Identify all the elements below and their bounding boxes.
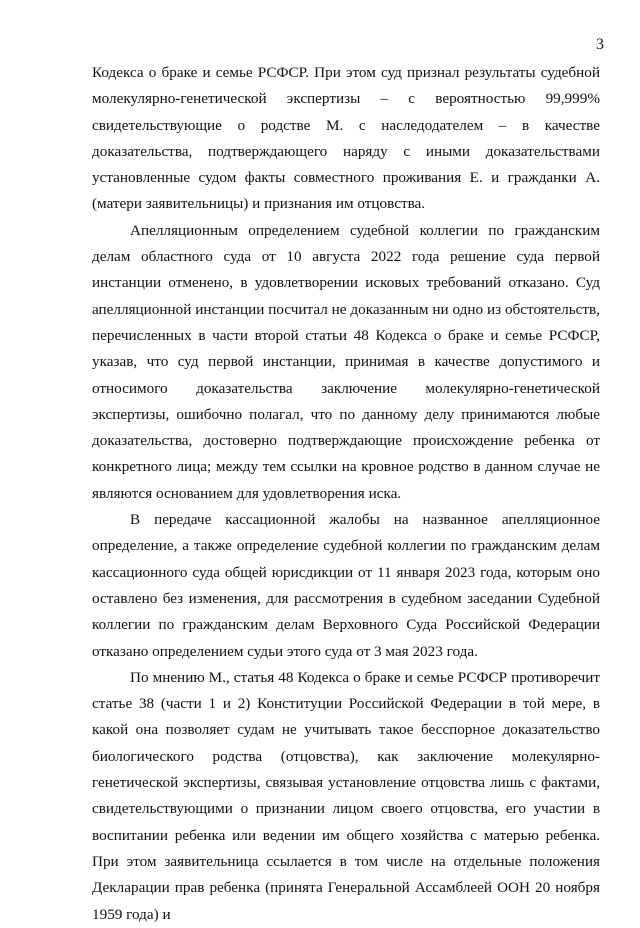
- paragraph-1: Кодекса о браке и семье РСФСР. При этом суд признал результаты судебной молекулярно-генетической экспертизы – с вероятностью 99,999% свидетельствующие о родстве М. с наследодателем – в качестве доказательства, подтверждающего наряду с иными доказательствами установленные судом факты совместного проживания Е. и гражданки А. (матери заявительницы) и признания им отцовства.: [92, 64, 600, 213]
- paragraph-4: По мнению М., статья 48 Кодекса о браке и семье РСФСР противоречит статье 38 (части 1 и 2) Конституции Российской Федерации в той мере, в какой она позволяет судам не учитывать такое бесспорное доказательство биологического родства (отцовства), как заключение молекулярно-генетической экспертизы, связывая установление отцовства лишь с фактами, свидетельствующими о признании лицом своего отцовства, его участии в воспитании ребенка или ведении им общего хозяйства с матерью ребенка. При этом заявительница ссылается в том числе на отдельные положения Декларации прав ребенка (принята Генеральной Ассамблеей ООН 20 ноября 1959 года) и: [92, 668, 600, 923]
- document-body: [92, 60, 600, 928]
- paragraph-3: В передаче кассационной жалобы на названное апелляционное определение, а также определение судебной коллегии по гражданским делам кассационного суда общей юрисдикции от 11 января 2023 года, которым оно оставлено без изменения, для рассмотрения в судебном заседании Судебной коллегии по гражданским делам Верховного Суда Российской Федерации отказано определением судьи этого суда от 3 мая 2023 года.: [92, 511, 600, 660]
- paragraph-2: Апелляционным определением судебной коллегии по гражданским делам областного суда от 10 августа 2022 года решение суда первой инстанции отменено, в удовлетворении исковых требований отказано. Суд апелляционной инстанции посчитал не доказанным ни одно из обстоятельств, перечисленных в части второй статьи 48 Кодекса о браке и семье РСФСР, указав, что суд первой инстанции, принимая в качестве допустимого и относимого доказательства заключение молекулярно-генетической экспертизы, ошибочно полагал, что по данному делу принимаются любые доказательства, достоверно подтверждающие происхождение ребенка от конкретного лица; между тем ссылки на кровное родство в данном случае не являются основанием для удовлетворения иска.: [92, 221, 600, 502]
- page-number: 3: [596, 36, 604, 53]
